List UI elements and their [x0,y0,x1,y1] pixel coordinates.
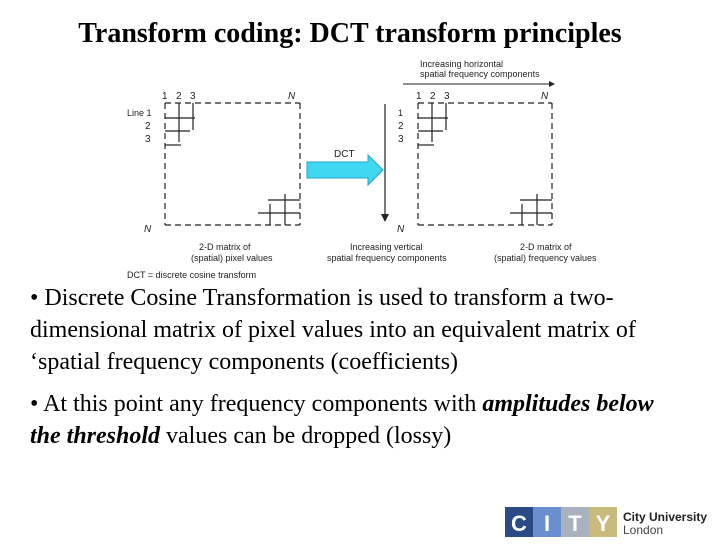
logo-letter-i: I [543,511,551,536]
pixel-matrix-caption-line1: 2-D matrix of [199,242,251,252]
pixel-matrix [127,91,300,263]
frequency-col-tick-2: 2 [430,91,436,102]
logo-university-name: City University [623,510,708,524]
bullet-threshold-start: • At this point any frequency components with [30,391,483,417]
logo-letter-c: C [511,511,527,536]
frequency-matrix [381,91,597,263]
bullet-list [30,282,670,452]
logo-letter-t: T [568,511,582,536]
bullet-threshold-emphasis: amplitudes below the threshold [30,391,654,449]
pixel-col-tick-3: 3 [190,91,196,102]
frequency-row-tick-1: 1 [398,108,404,118]
frequency-col-tick-1: 1 [416,91,422,102]
frequency-row-tick-3: 3 [398,134,404,145]
frequency-col-tick-3: 3 [444,91,450,102]
horizontal-caption-line1: Increasing horizontal [420,59,504,69]
frequency-matrix-caption-line1: 2-D matrix of [520,242,572,252]
logo-wordmark [623,511,707,537]
city-university-logo [505,505,720,540]
horizontal-frequency-arrowhead [549,81,555,87]
frequency-matrix-caption-line2: (spatial) frequency values [494,253,597,263]
pixel-matrix-caption-line2: (spatial) pixel values [191,253,273,263]
bullet-dct-definition: • Discrete Cosine Transformation is used to transform a two-dimensional matrix of pixel values into an equivalent matrix of ‘spatial frequency components (coefficients) [30,285,636,375]
frequency-row-end: N [397,224,405,235]
bullet-threshold-end: values can be dropped (lossy) [160,423,452,449]
pixel-row-tick-1: Line 1 [127,108,152,118]
pixel-col-end: N [288,91,296,102]
vertical-caption-line1: Increasing vertical [350,242,423,252]
horizontal-caption-line2: spatial frequency components [420,69,540,79]
pixel-row-tick-3: 3 [145,134,151,145]
bullet-threshold [30,388,670,452]
vertical-caption-line2: spatial frequency components [327,253,447,263]
logo-city-name: London [623,523,664,537]
pixel-col-tick-2: 2 [176,91,182,102]
slide-title: Transform coding: DCT transform principles [78,18,622,49]
pixel-row-tick-2: 2 [145,121,151,132]
diagram-footnote: DCT = discrete cosine transform [127,270,257,280]
logo-letter-y: Y [595,511,611,536]
city-logo-mark [505,505,620,540]
frequency-row-tick-2: 2 [398,121,404,132]
pixel-row-end: N [144,224,152,235]
dct-arrow-label: DCT [334,149,355,160]
pixel-col-tick-1: 1 [162,91,168,102]
frequency-col-end: N [541,91,549,102]
